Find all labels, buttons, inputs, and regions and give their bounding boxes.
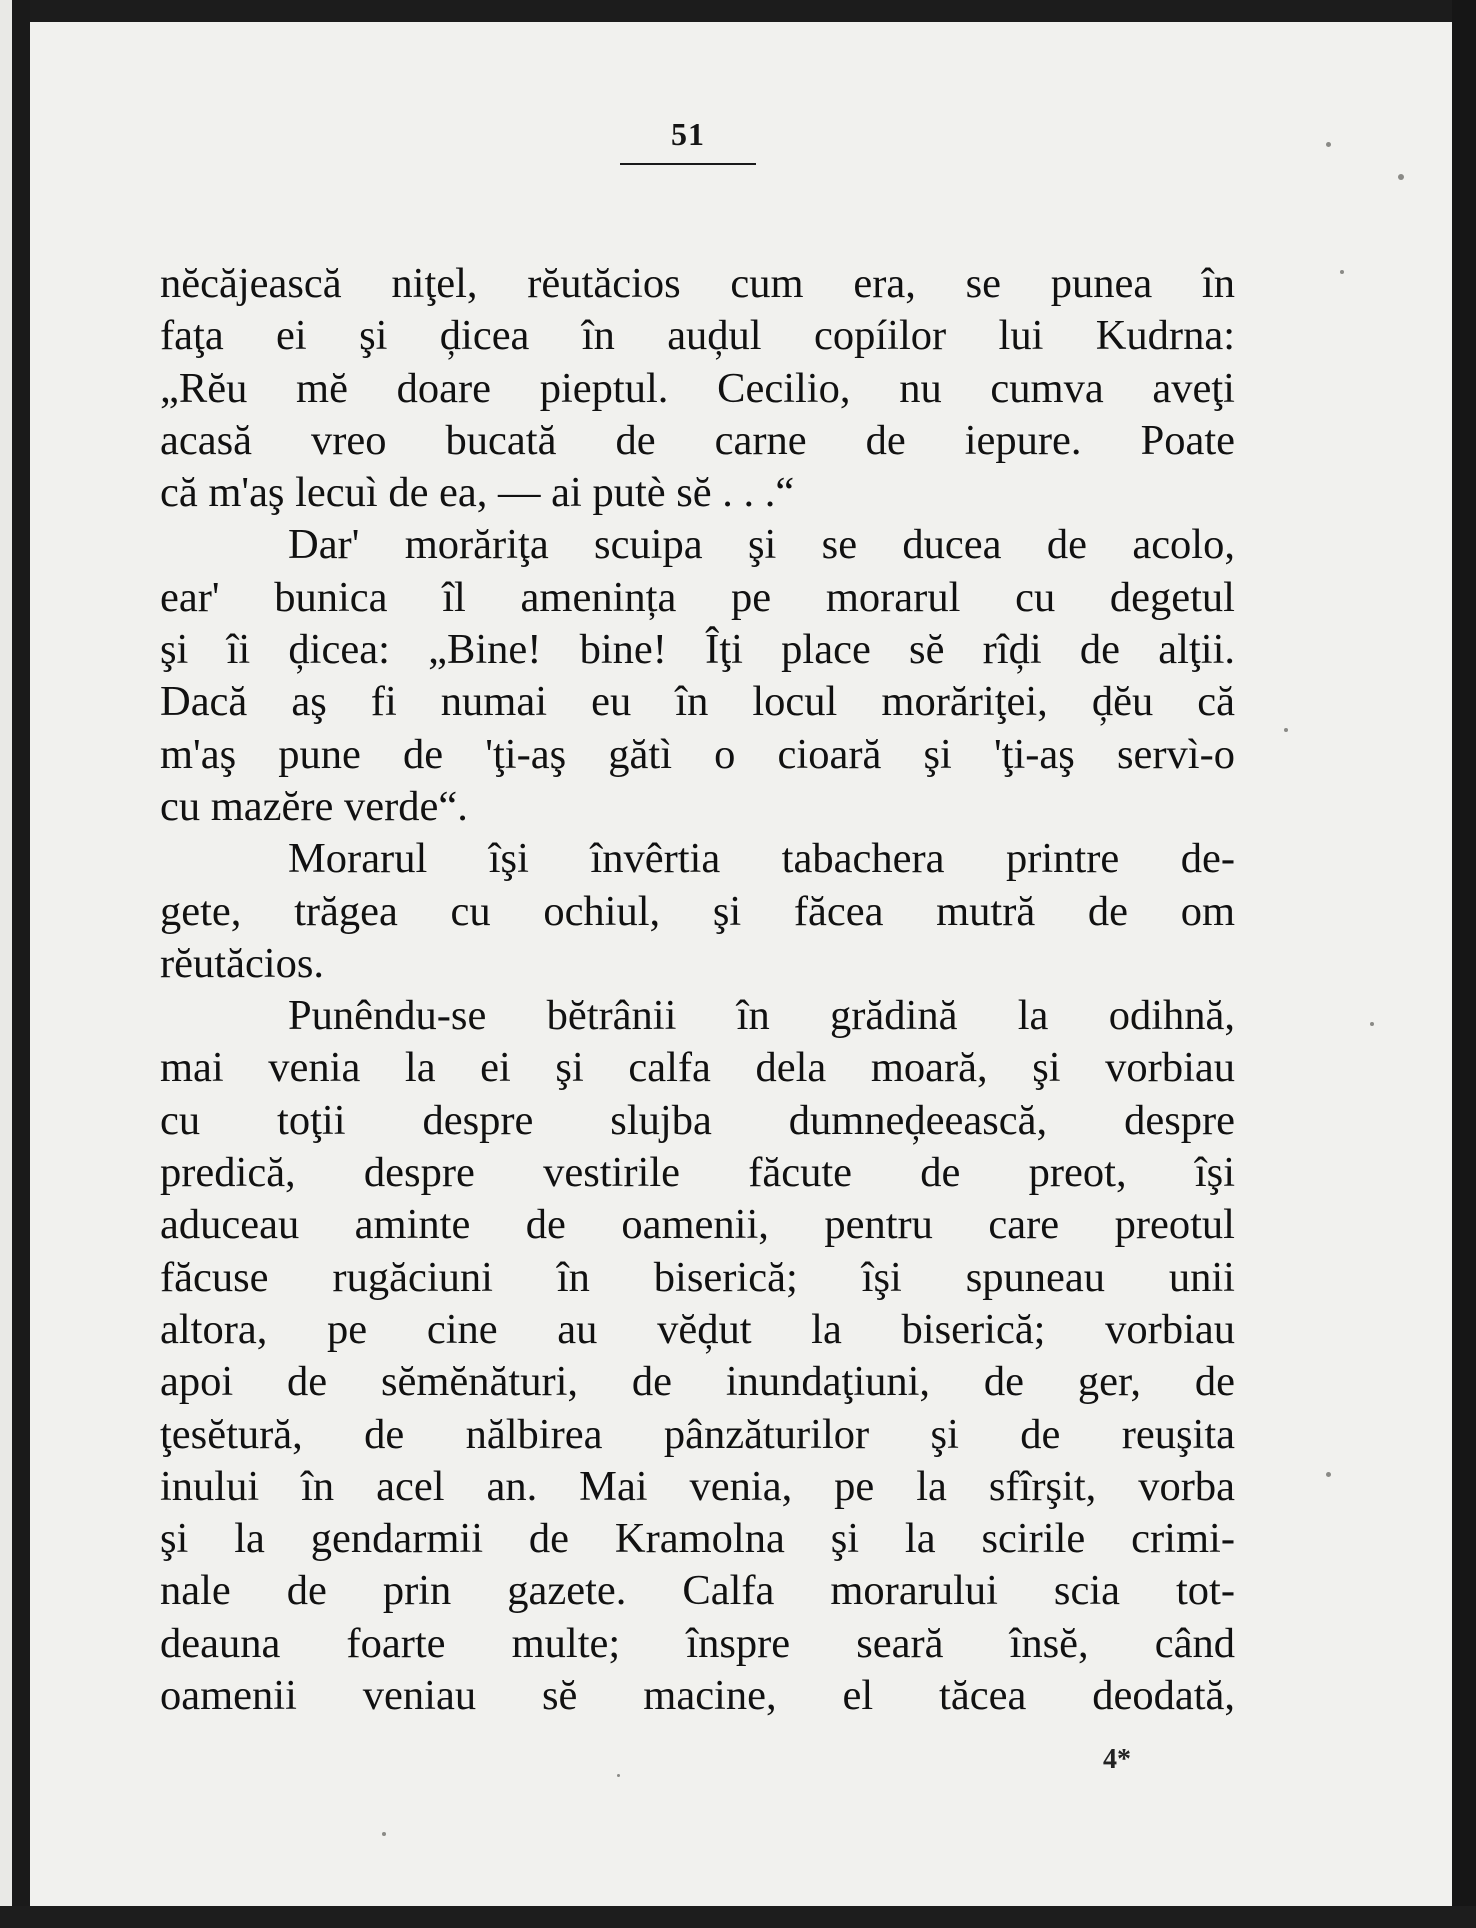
text-line: aduceau aminte de oamenii, pentru care preotul (160, 1201, 1235, 1249)
text-line: deauna foarte multe; înspre seară însĕ, când (160, 1619, 1235, 1667)
text-line: gete, trăgea cu ochiul, şi făcea mutră de om (160, 887, 1235, 935)
text-line: nĕcăjească niţel, rĕutăcios cum era, se punea în (160, 260, 1235, 307)
text-line: Punêndu-se bĕtrânii în grădină la odihnă, (288, 992, 1235, 1040)
text-line: Dacă aş fi numai eu în locul morăriţei, ḑĕu că (160, 678, 1235, 726)
text-line: şi la gendarmii de Kramolna şi la scirile crimi- (160, 1515, 1235, 1563)
text-line: inului în acel an. Mai venia, pe la sfîrşit, vorba (160, 1462, 1235, 1510)
page-number: 51 (620, 116, 756, 165)
text-line: cu toţii despre slujba dumneḑeească, despre (160, 1096, 1235, 1144)
text-line: şi îi ḑicea: „Bine! bine! Îţi place sĕ rîḑi de alţii. (160, 626, 1235, 674)
text-line: nale de prin gazete. Calfa morarului scia tot- (160, 1567, 1235, 1615)
text-line: acasă vreo bucată de carne de iepure. Poate (160, 416, 1235, 464)
text-line: rĕutăcios. (160, 939, 325, 987)
scan-border-bottom (0, 1906, 1476, 1928)
text-line: cu mazĕre verde“. (160, 782, 468, 830)
text-line: Morarul îşi învêrtia tabachera printre de- (288, 835, 1235, 883)
text-line: m'aş pune de 'ţi-aş gătì o cioară şi 'ţi-aş servì-o (160, 730, 1235, 778)
text-line: că m'aş lecuì de ea, — ai putè sĕ . . .“ (160, 469, 795, 517)
text-line: oamenii veniau sĕ macine, el tăcea deodată, (160, 1672, 1235, 1720)
text-line: mai venia la ei şi calfa dela moară, şi vorbiau (160, 1044, 1235, 1092)
text-line: făcuse rugăciuni în biserică; îşi spuneau unii (160, 1253, 1235, 1301)
scan-border-left (0, 0, 30, 1928)
scan-border-top (0, 0, 1476, 22)
text-line: „Rĕu mĕ doare pieptul. Cecilio, nu cumva aveţi (160, 364, 1235, 412)
body-text (160, 258, 1235, 1722)
text-line: Dar' morăriţa scuipa şi se ducea de acolo, (288, 521, 1235, 569)
text-line: apoi de sĕmĕnături, de inundaţiuni, de ger, de (160, 1358, 1235, 1406)
text-line: predică, despre vestirile făcute de preot, îşi (160, 1149, 1235, 1197)
text-line: faţa ei şi ḑicea în auḑul copíilor lui Kudrna: (160, 312, 1235, 360)
scan-border-right (1452, 0, 1476, 1928)
signature-mark: 4* (1103, 1744, 1131, 1775)
text-line: ear' bunica îl amenința pe morarul cu degetul (160, 573, 1235, 621)
text-line: ţesĕtură, de nălbirea pânzăturilor şi de reuşita (160, 1410, 1235, 1458)
text-line: altora, pe cine au vĕḑut la biserică; vorbiau (160, 1305, 1235, 1353)
